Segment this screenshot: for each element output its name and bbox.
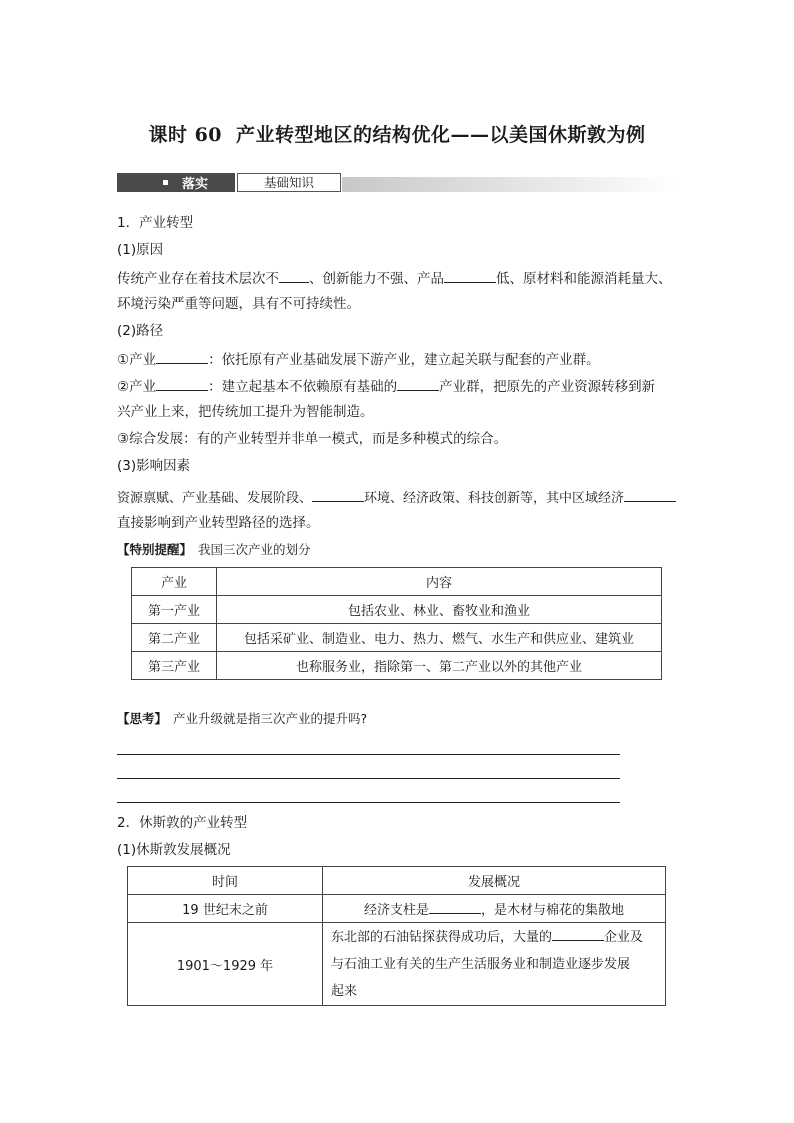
industry-division-table [131,567,662,680]
factor-line2: 直接影响到产业转型路径的选择。 [117,515,320,531]
fill-blank[interactable] [552,926,604,941]
sec2-heading: 2．休斯敦的产业转型 [117,815,248,831]
path2-line1 [117,376,655,396]
table-cell: 也称服务业，指除第一、第二产业以外的其他产业 [217,652,662,680]
table-row [132,652,662,680]
table-cell [323,895,666,923]
table-header-cell: 产业 [132,568,217,596]
fill-blank[interactable] [156,349,208,364]
path-heading: (2)路径 [117,323,164,339]
table-header-row [132,568,662,596]
table-cell: 1901～1929 年 [128,923,323,1006]
banner-label: 基础知识 [237,173,341,192]
fill-blank[interactable] [312,487,364,502]
special-tip [117,541,311,559]
fill-blank[interactable] [279,268,309,283]
table-cell: 包括农业、林业、畜牧业和渔业 [217,596,662,624]
text: ：依托原有产业基础发展下游产业，建立起关联与配套的产业群。 [208,352,600,368]
text: 东北部的石油钻探获得成功后，大量的 [331,929,553,945]
text: ，是木材与棉花的集散地 [481,903,625,918]
text: ②产业 [117,379,157,395]
text: 环境、经济政策、科技创新等，其中区域经济 [364,491,625,506]
square-bullet-icon [163,180,168,185]
reason-line2: 环境污染严重等问题，具有不可持续性。 [117,296,360,312]
text: 经济支柱是 [363,903,429,918]
text: 、创新能力不强、产品 [309,271,444,287]
factor-heading: (3)影响因素 [117,458,191,474]
text: 资源禀赋、产业基础、发展阶段、 [117,491,313,506]
cell-line [331,924,665,951]
answer-line[interactable] [117,778,620,779]
fill-blank[interactable] [397,376,439,391]
banner-tag-text: 落实 [182,177,209,192]
reason-line1 [117,268,672,288]
table-cell: 第三产业 [132,652,217,680]
table-cell: 包括采矿业、制造业、电力、热力、燃气、水生产和供应业、建筑业 [217,624,662,652]
answer-line[interactable] [117,802,620,803]
think-text: 产业升级就是指三次产业的提升吗? [173,711,368,726]
table-row [128,923,666,1006]
table-row [128,895,666,923]
table-row [132,624,662,652]
text: 传统产业存在着技术层次不 [117,271,279,287]
think-question [117,710,367,728]
table-cell: 第一产业 [132,596,217,624]
banner-tag [117,173,235,192]
text: 企业及 [604,929,644,945]
path2-line2: 兴产业上来，把传统加工提升为智能制造。 [117,404,374,420]
page-title [0,120,794,147]
cell-line: 与石油工业有关的生产生活服务业和制造业逐步发展 [331,956,631,972]
factor-line1 [117,487,676,508]
banner-gradient [342,177,677,192]
fill-blank[interactable] [156,376,208,391]
lesson-topic: 产业转型地区的结构优化——以美国休斯敦为例 [236,124,646,146]
reason-heading: (1)原因 [117,242,164,258]
fill-blank[interactable] [444,268,496,283]
text: 低、原材料和能源消耗量大、 [496,271,672,287]
sec1-heading: 1．产业转型 [117,215,194,231]
cell-line: 起来 [331,983,358,999]
table-cell: 19 世纪末之前 [128,895,323,923]
answer-line[interactable] [117,754,620,755]
fill-blank[interactable] [624,487,676,502]
sec2-sub: (1)休斯敦发展概况 [117,842,231,858]
tip-tag: 【特别提醒】 [117,542,193,557]
table-header-cell: 发展概况 [323,867,666,895]
table-header-cell: 内容 [217,568,662,596]
table-cell [323,923,666,1006]
table-header-cell: 时间 [128,867,323,895]
tip-text: 我国三次产业的划分 [198,542,311,557]
table-row [132,596,662,624]
lesson-number: 课时 60 [148,124,223,146]
path1-line [117,349,600,369]
table-header-row [128,867,666,895]
section-banner [117,173,677,192]
houston-development-table [127,866,666,1006]
path3-line: ③综合发展：有的产业转型并非单一模式，而是多种模式的综合。 [117,431,508,447]
text: 产业群，把原先的产业资源转移到新 [439,379,656,395]
think-tag: 【思考】 [117,711,168,726]
fill-blank[interactable] [429,899,481,914]
text: ：建立起基本不依赖原有基础的 [208,379,398,395]
table-cell: 第二产业 [132,624,217,652]
text: ①产业 [117,352,157,368]
